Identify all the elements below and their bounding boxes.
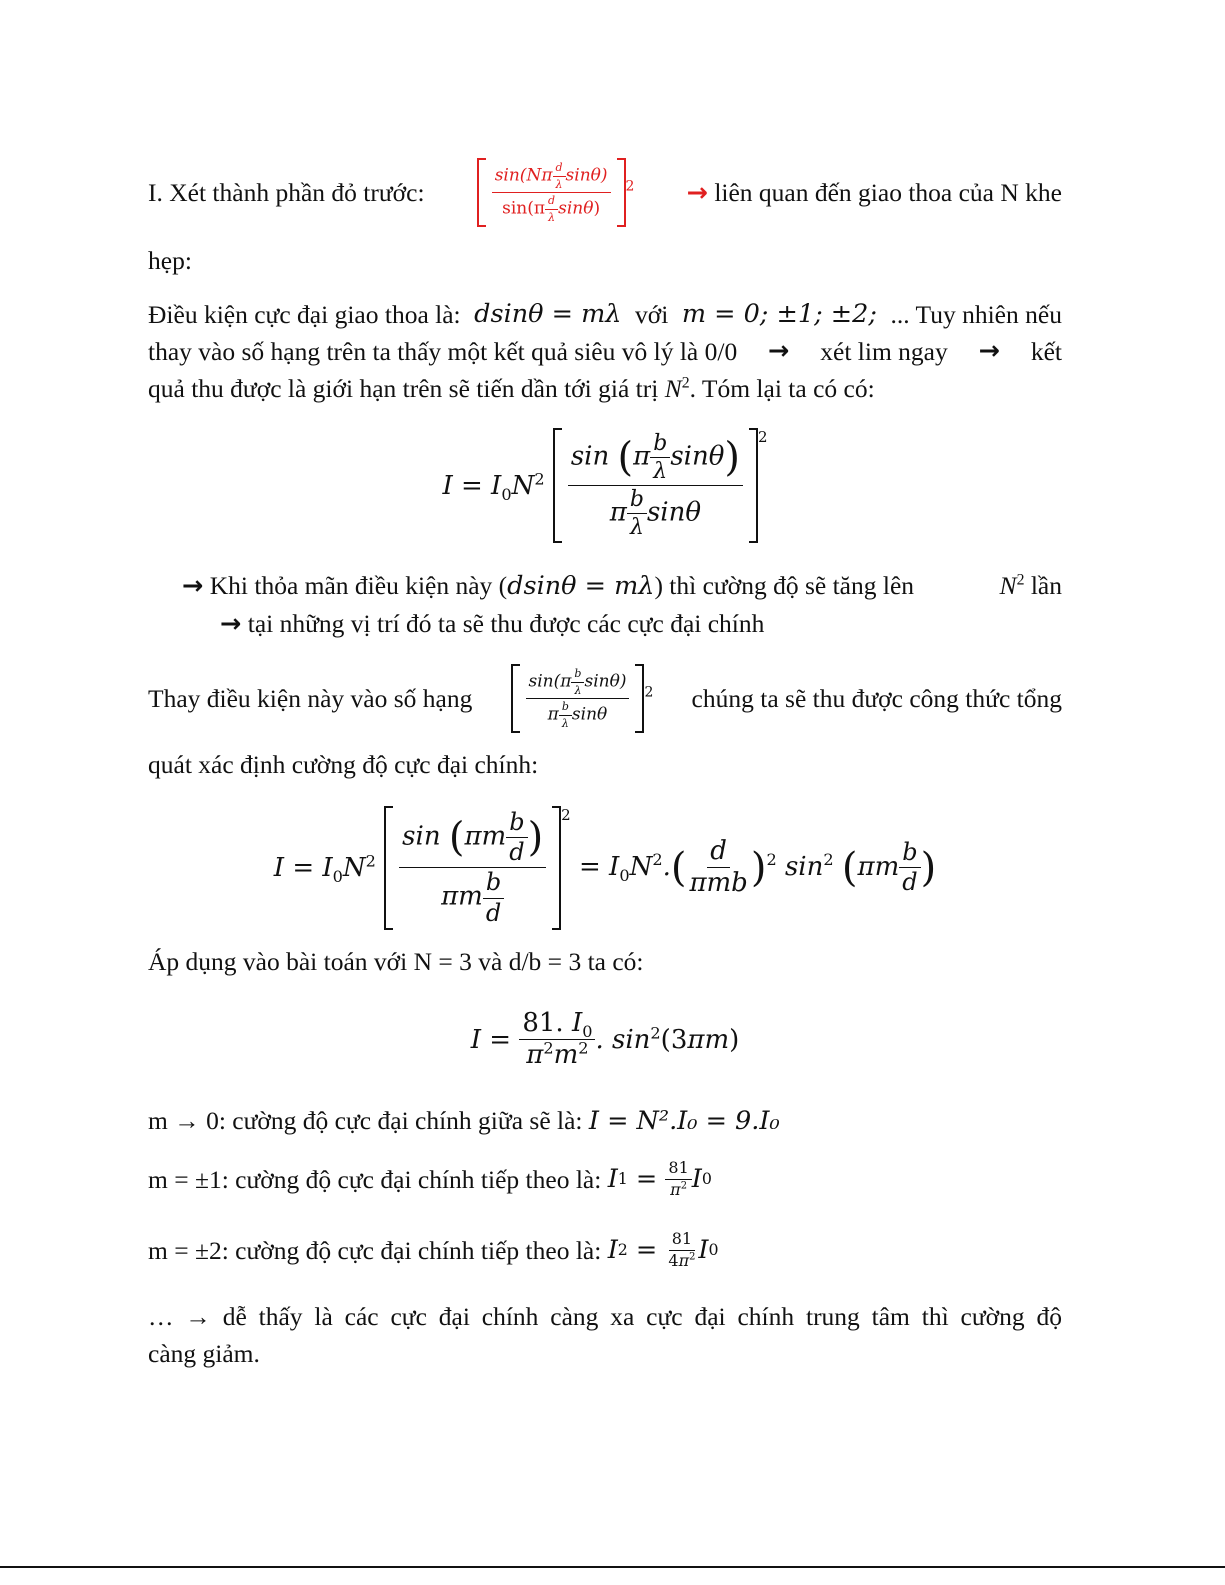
equation-applied: I = $\frac{81. I_0}{\pi^2m^2}$ . $\sin^2(3\pi m)$	[470, 1008, 740, 1071]
section-1-cont: hẹp:	[148, 246, 192, 275]
result-m1: m = ±1: cường độ cực đại chính tiếp theo là: I 1 = $\frac{81}{\pi^2}$ I 0	[148, 1158, 712, 1199]
substitution-line: Thay điều kiện này vào số hạng sin(π $\frac{b}{\lambda}$ sinθ) π $\frac{b}{\lambda}$ sinθ $^2$ chúng ta sẽ thu được công thức tổng	[148, 664, 1062, 733]
equation-principal-maxima: $I = I_0N^2$ sin (πm $\frac{b}{d}$ ) πm $\frac{b}{d}$ 2 = $I_0N^2$.( $\frac{d}{\text{πmb}}$ )$^2$ $\sin^2 (\pi m$ $\frac{b}{d}$ )	[148, 806, 1062, 930]
conclusion: … → dễ thấy là các cực đại chính càng xa cực đại chính trung tâm thì cường độ càng giảm.	[148, 1302, 1062, 1368]
single-slit-term: sin(π $\frac{b}{\lambda}$ sinθ) π $\frac{b}{\lambda}$ sinθ $^2$	[511, 664, 654, 733]
section-1-after: → liên quan đến giao thoa của N khe	[686, 177, 1062, 208]
page-bottom-rule	[0, 1566, 1225, 1568]
condition-paragraph: Điều kiện cực đại giao thoa là: dsinθ = mλ với m = 0; ±1; ±2; ... Tuy nhiên nếu thay vào số hạng trên ta thấy một kết quả siêu vô lý là 0/0 → xét lim ngay → kết quả thu được là giới hạn trên sẽ tiến dần tới giá trị $N^2$. Tóm lại ta có có:	[148, 299, 1062, 403]
apply-line: Áp dụng vào bài toán với N = 3 và d/b = 3 ta có:	[148, 947, 644, 976]
equation-intensity-general: $I = I_0N^2$ sin (π $\frac{b}{\lambda}$ sinθ) π $\frac{b}{\lambda}$ sinθ 2	[148, 428, 1062, 543]
result-m0: m → 0: cường độ cực đại chính giữa sẽ là: I = N².I₀ = 9.I₀	[148, 1106, 780, 1136]
bullet-block: → Khi thỏa mãn điều kiện này (dsinθ = mλ) thì cường độ sẽ tăng lên $N^2$ lần → tại những vị trí đó ta sẽ thu được các cực đại chính	[182, 571, 1062, 639]
substitution-cont: quát xác định cường độ cực đại chính:	[148, 750, 539, 779]
section-1-line	[148, 158, 1062, 227]
section-1-lead: I. Xét thành phần đỏ trước:	[148, 178, 425, 208]
result-m2: m = ±2: cường độ cực đại chính tiếp theo là: I 2 = $\frac{81}{4\pi^2}$ I 0	[148, 1229, 719, 1270]
red-term-formula: sin(Nπ $\frac{d}{\lambda}$ sinθ) sin(π $\frac{d}{\lambda}$ sinθ) $^2$	[477, 158, 635, 227]
